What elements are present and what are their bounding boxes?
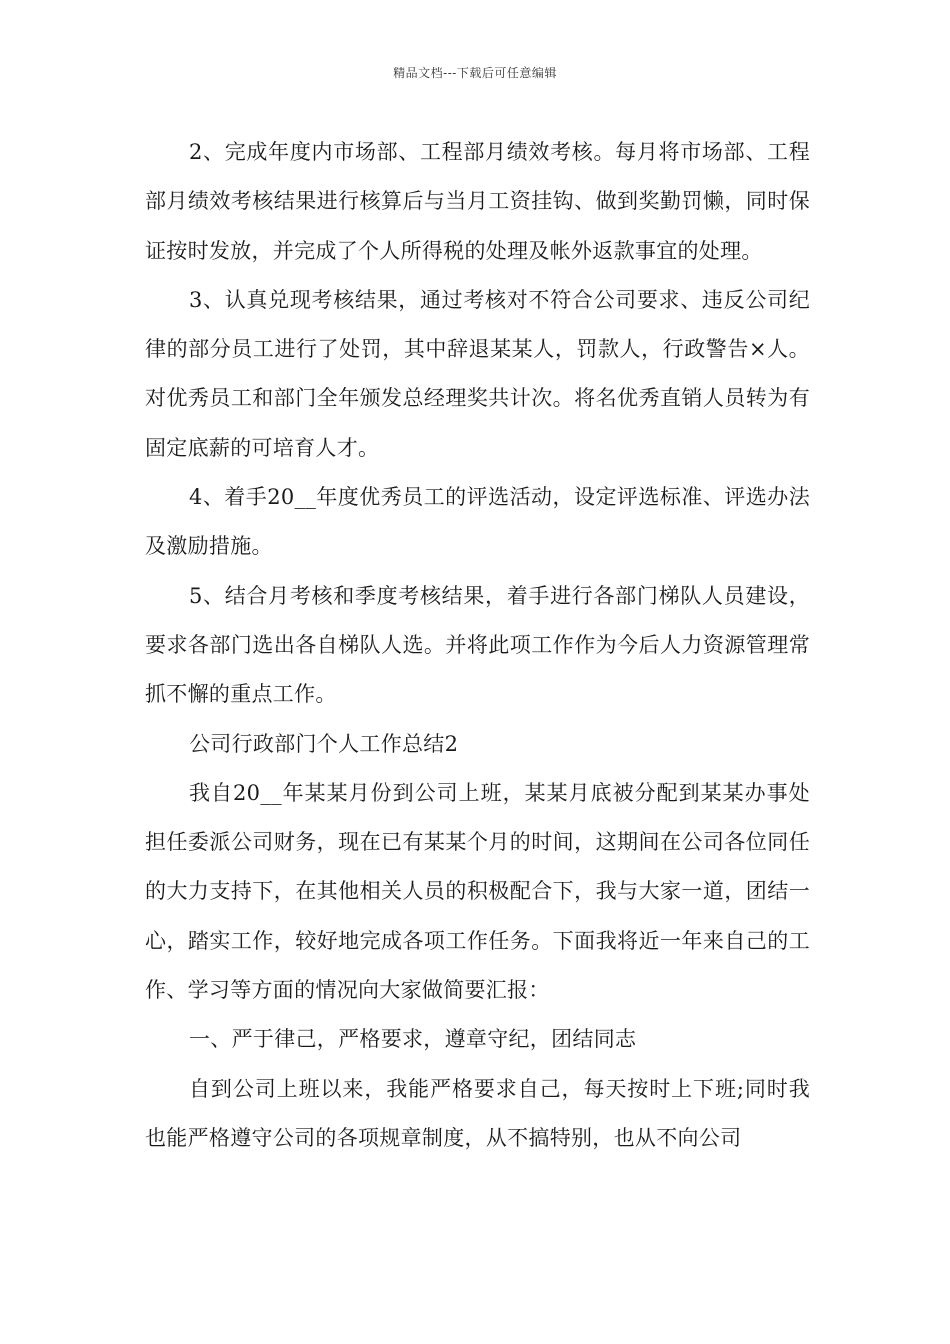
section-title: 公司行政部门个人工作总结2: [189, 731, 459, 756]
body-paragraph: 自到公司上班以来，我能严格要求自己，每天按时上下班;同时我也能严格遵守公司的各项规章制度，从不搞特别，也从不向公司: [145, 1076, 810, 1150]
paragraph-item-2: 2、完成年度内市场部、工程部月绩效考核。每月将市场部、工程部月绩效考核结果进行核算后与当月工资挂钩、做到奖勤罚懒，同时保证按时发放，并完成了个人所得税的处理及帐外返款事宜的处理。: [145, 140, 810, 263]
paragraph-item-5: 5、结合月考核和季度考核结果，着手进行各部门梯队人员建设，要求各部门选出各自梯队人选。并将此项工作作为今后人力资源管理常抓不懈的重点工作。: [145, 583, 810, 707]
section-heading-1: 一、严于律己，严格要求，遵章守纪，团结同志: [189, 1027, 637, 1052]
paragraph-item-3: 3、认真兑现考核结果，通过考核对不符合公司要求、违反公司纪律的部分员工进行了处罚，其中辞退某某人，罚款人，行政警告×人。对优秀员工和部门全年颁发总经理奖共计次。将名优秀直销人员转为有固定底薪的可培育人才。: [145, 287, 810, 460]
document-body: [145, 128, 810, 1163]
intro-paragraph: 我自20__年某某月份到公司上班，某某月底被分配到某某办事处担任委派公司财务，现在已有某某个月的时间，这期间在公司各位同任的大力支持下，在其他相关人员的积极配合下，我与大家一道，团结一心，踏实工作，较好地完成各项工作任务。下面我将近一年来自己的工作、学习等方面的情况向大家做简要汇报：: [145, 780, 810, 1003]
paragraph-item-4: 4、着手20__年度优秀员工的评选活动，设定评选标准、评选办法及激励措施。: [145, 485, 810, 559]
page-header: 精品文档---下载后可任意编辑: [393, 66, 557, 80]
